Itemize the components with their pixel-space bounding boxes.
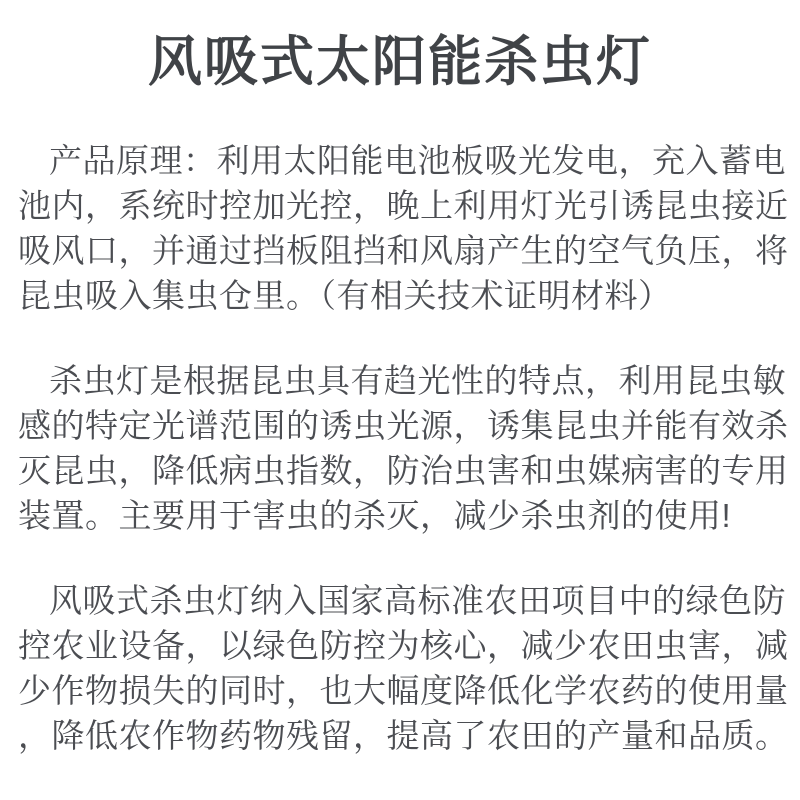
text-line: 昆虫吸入集虫仓里。（有相关技术证明材料） <box>18 277 672 314</box>
text-line: 杀虫灯是根据昆虫具有趋光性的特点，利用昆虫敏 <box>49 362 786 399</box>
text-line: 感的特定光谱范围的诱虫光源，诱集昆虫并能有效杀 <box>18 407 789 444</box>
paragraph-product-principle <box>18 138 789 318</box>
text-line: 装置。主要用于害虫的杀灭，减少杀虫剂的使用! <box>18 497 732 534</box>
text-line: 灭昆虫，降低病虫指数，防治虫害和虫媒病害的专用 <box>18 452 789 489</box>
text-line: 控农业设备，以绿色防控为核心，减少农田虫害，减 <box>18 627 789 664</box>
paragraph-lamp-function <box>18 358 789 538</box>
text-line: 池内，系统时控加光控，晚上利用灯光引诱昆虫接近 <box>18 187 789 224</box>
text-line: 风吸式杀虫灯纳入国家高标准农田项目中的绿色防 <box>49 582 786 619</box>
text-line: 少作物损失的同时，也大幅度降低化学农药的使用量 <box>18 672 789 709</box>
page-title: 风吸式太阳能杀虫灯 <box>148 32 652 92</box>
paragraph-green-control <box>18 578 789 758</box>
text-line: ，降低农作物药物残留，提高了农田的产量和品质。 <box>18 717 789 754</box>
text-line: 吸风口，并通过挡板阻挡和风扇产生的空气负压，将 <box>18 232 789 269</box>
text-line: 产品原理：利用太阳能电池板吸光发电，充入蓄电 <box>49 142 786 179</box>
description-text <box>0 138 800 758</box>
